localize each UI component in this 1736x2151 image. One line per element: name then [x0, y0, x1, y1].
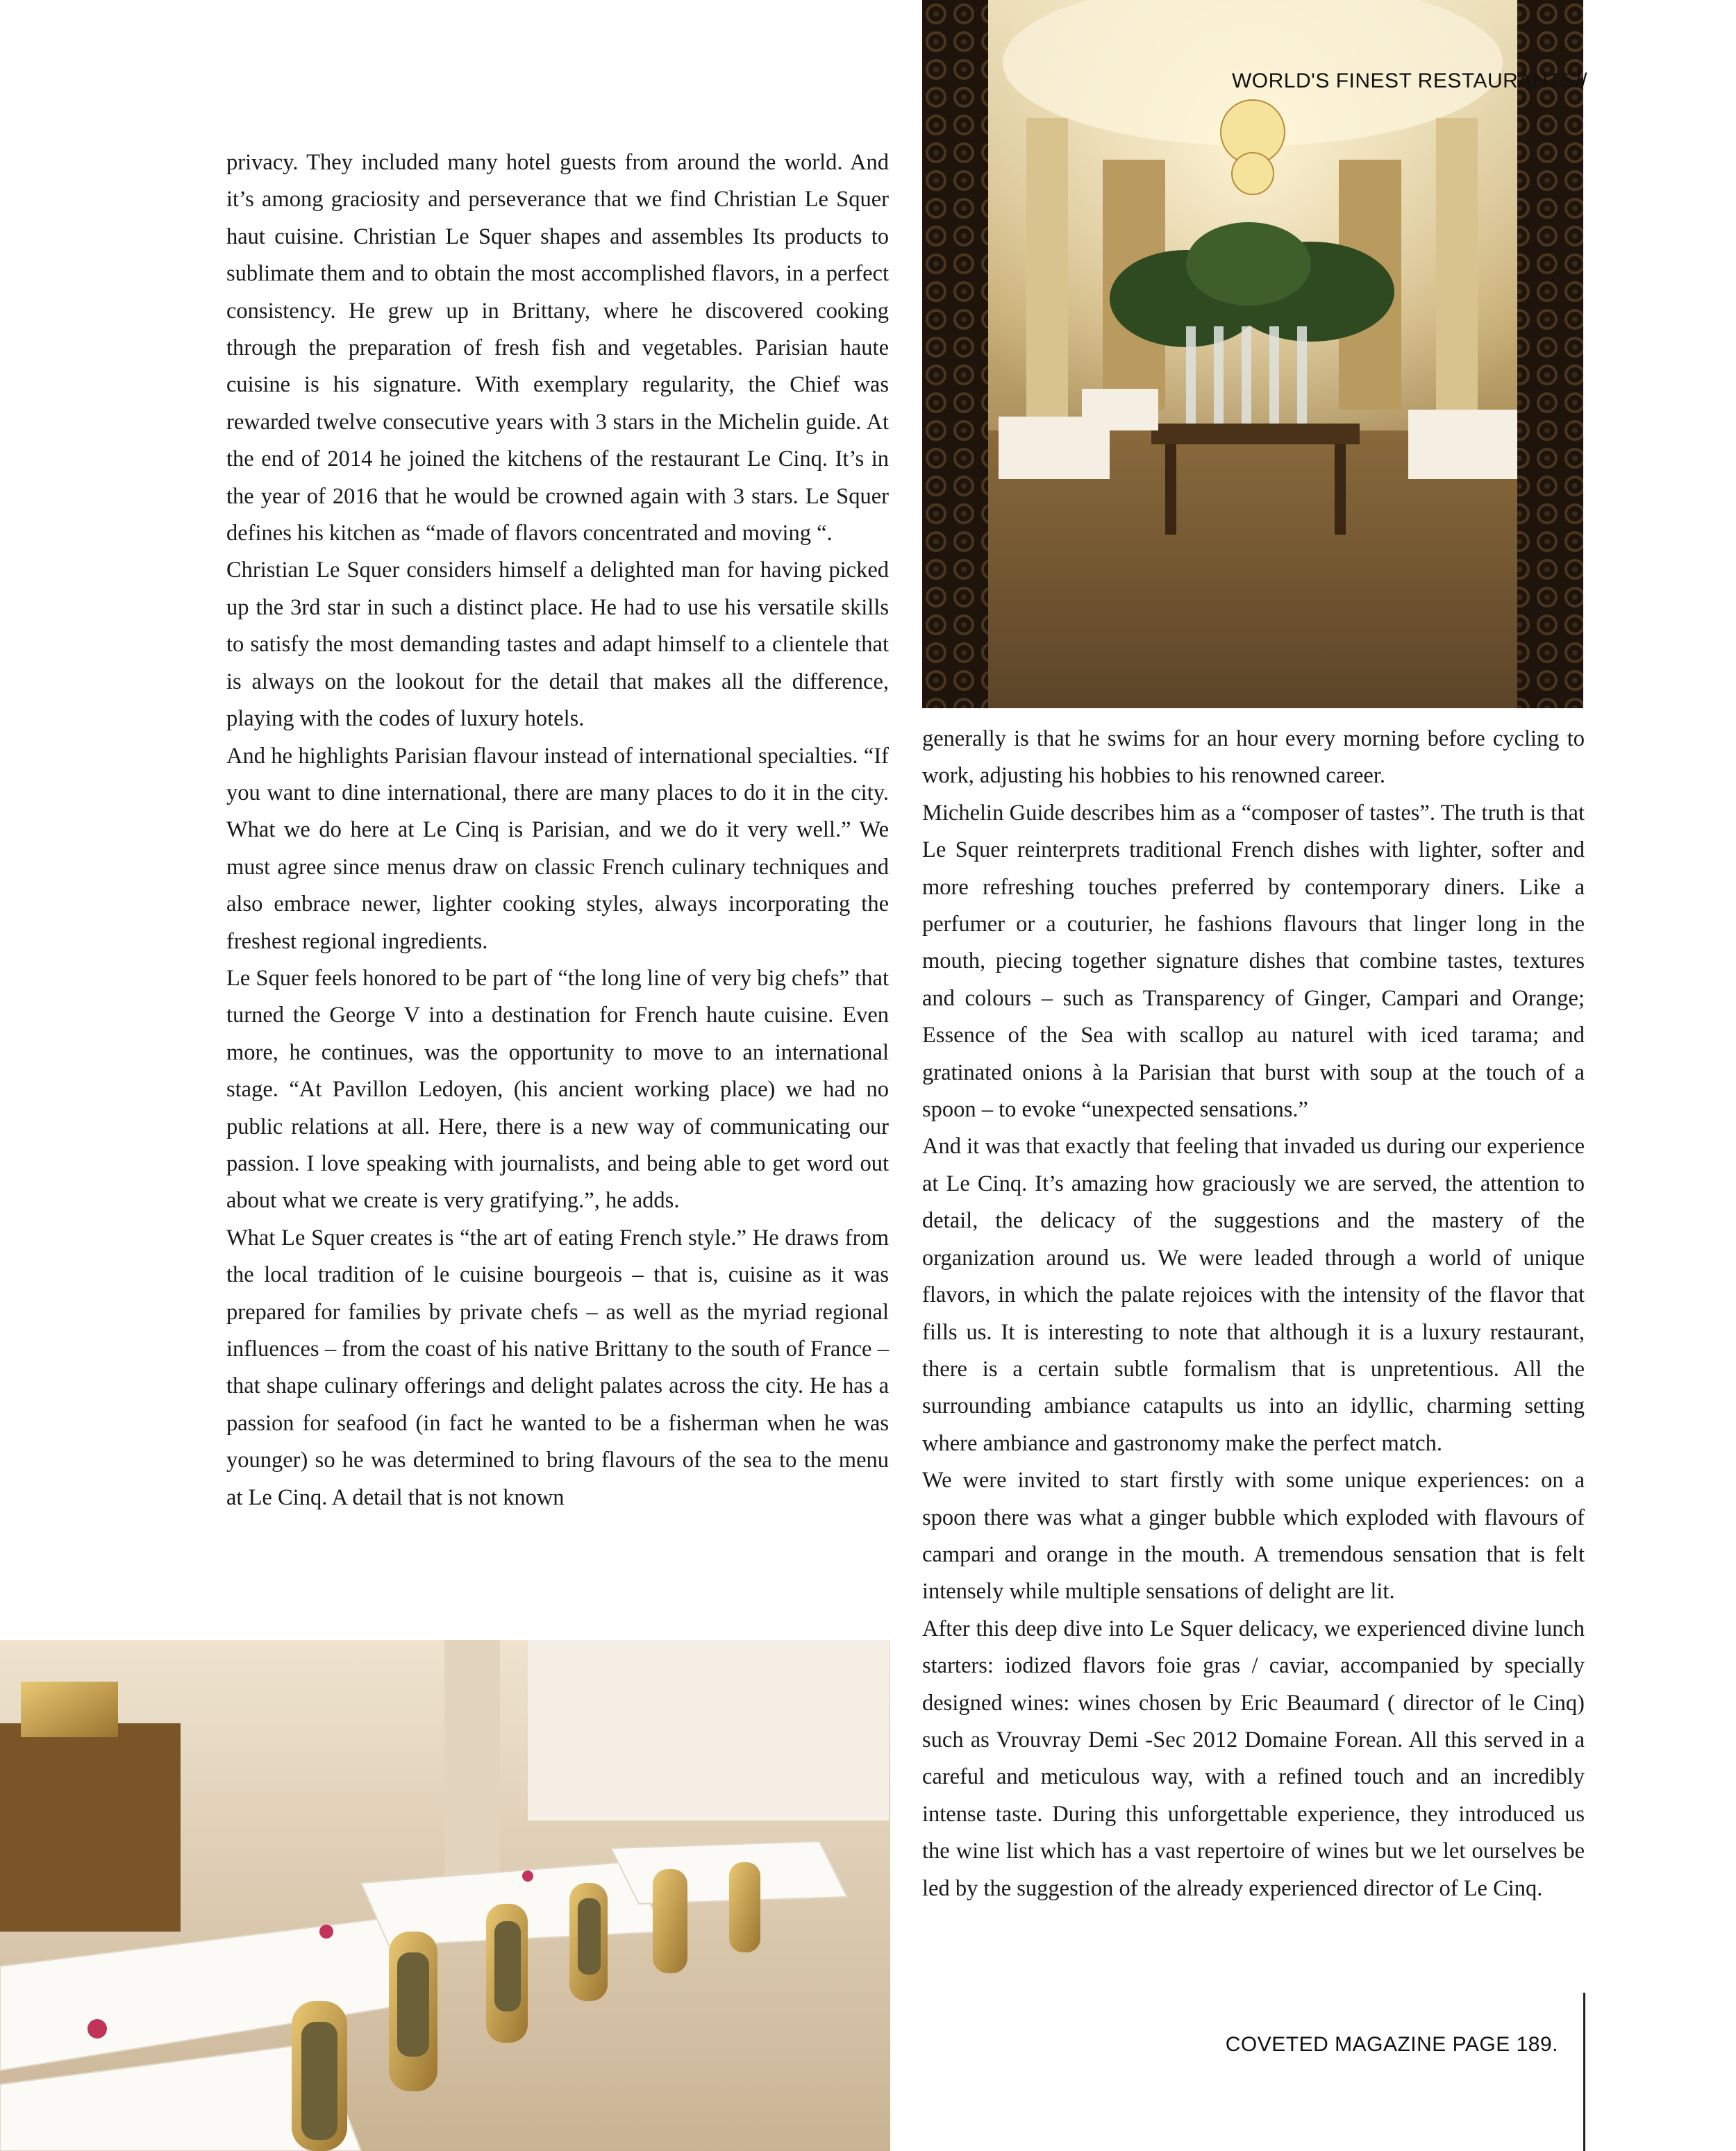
- article-paragraph: After this deep dive into Le Squer delicacy, we experienced divine lunch starters: iodized flavors foie gras / caviar, accompanied by specially designed wines: wines chosen by Eric Beaumard ( director of le Cinq) such as Vrouvray Demi -Sec 2012 Domaine Forean. All this served in a careful and meticulous way, with a refined touch and an incredibly intense taste. During this unforgettable experience, they introduced us the wine list which has a vast repertoire of wines but we let ourselves be led by the suggestion of the already experienced director of Le Cinq.: [922, 1616, 1585, 1901]
- article-paragraph: Michelin Guide describes him as a “composer of tastes”. The truth is that Le Squer reinterprets traditional French dishes with lighter, softer and more refreshing touches preferred by contemporary diners. Like a perfumer or a couturier, he fashions flavours that linger long in the mouth, piecing together signature dishes that combine tastes, textures and colours – such as Transparency of Ginger, Campari and Orange; Essence of the Sea with scallop au naturel with iced tarama; and gratinated onions à la Parisian that burst with soup at the touch of a spoon – to evoke “unexpected sensations.”: [922, 800, 1585, 1123]
- article-paragraph: Christian Le Squer considers himself a delighted man for having picked up the 3rd star in such a distinct place. He had to use his versatile skills to satisfy the most demanding tastes and adapt himself to a clientele that is always on the lookout for the detail that makes all the difference, playing with the codes of luxury hotels.: [226, 558, 889, 732]
- table-setting-photo: [0, 1640, 890, 2151]
- article-paragraph: Le Squer feels honored to be part of “the long line of very big chefs” that turned the George V into a destination for French haute cuisine. Even more, he continues, was the opportunity to move to an international stage. “At Pavillon Ledoyen, (his ancient working place) we had no public relations at all. Here, there is a new way of communicating our passion. I love speaking with journalists, and being able to get word out about what we create is very gratifying.”, he adds.: [226, 965, 889, 1214]
- article-paragraph: And he highlights Parisian flavour instead of international specialties. “If you want to dine international, there are many places to do it in the city. What we do here at Le Cinq is Parisian, and we do it very well.” We must agree since menus draw on classic French culinary techniques and also embrace newer, lighter cooking styles, always incorporating the freshest regional ingredients.: [226, 743, 889, 954]
- section-label: WORLD'S FINEST RESTAURANTS//: [1231, 69, 1587, 92]
- dining-room-photo: [922, 0, 1583, 708]
- article-right-column: [922, 721, 1585, 1907]
- article-paragraph: And it was that exactly that feeling that invaded us during our experience at Le Cinq. It’s amazing how graciously we are served, the attention to detail, the delicacy of the suggestions and the mastery of the organization around us. We were leaded through a world of unique flavors, in which the palate rejoices with the intensity of the flavor that fills us. It is interesting to note that although it is a luxury restaurant, there is a certain subtle formalism that is unpretentious. All the surrounding ambiance catapults us into an idyllic, charming setting where ambiance and gastronomy make the perfect match.: [922, 1134, 1585, 1456]
- article-paragraph: We were invited to start firstly with some unique experiences: on a spoon there was what a ginger bubble which exploded with flavours of campari and orange in the mouth. A tremendous sensation that is felt intensely while multiple sensations of delight are lit.: [922, 1468, 1585, 1605]
- article-left-column: [226, 144, 889, 1516]
- ornate-dining-room-photo-icon: [922, 0, 1583, 708]
- footer-divider: [1583, 1993, 1585, 2151]
- article-paragraph: What Le Squer creates is “the art of eating French style.” He draws from the local tradition of le cuisine bourgeois – that is, cuisine as it was prepared for families by private chefs – as well as the myriad regional influences – from the coast of his native Brittany to the south of France – that shape culinary offerings and delight palates across the city. He has a passion for seafood (in fact he wanted to be a fisherman when he was younger) so he was determined to bring flavours of the sea to the menu at Le Cinq. A detail that is not known: [226, 1225, 889, 1510]
- gilded-chairs-tables-photo-icon: [0, 1640, 890, 2151]
- article-paragraph: privacy. They included many hotel guests from around the world. And it’s among graciosity and perseverance that we find Christian Le Squer haut cuisine. Christian Le Squer shapes and assembles Its products to sublimate them and to obtain the most accomplished flavors, in a perfect consistency. He grew up in Brittany, where he discovered cooking through the preparation of fresh fish and vegetables. Parisian haute cuisine is his signature. With exemplary regularity, the Chief was rewarded twelve consecutive years with 3 stars in the Michelin guide. At the end of 2014 he joined the kitchens of the restaurant Le Cinq. It’s in the year of 2016 that he would be crowned again with 3 stars. Le Squer defines his kitchen as “made of flavors concentrated and moving “.: [226, 150, 889, 546]
- article-paragraph: generally is that he swims for an hour every morning before cycling to work, adjusting his hobbies to his renowned career.: [922, 726, 1585, 789]
- page-number-label: COVETED MAGAZINE PAGE 189.: [1225, 2033, 1558, 2056]
